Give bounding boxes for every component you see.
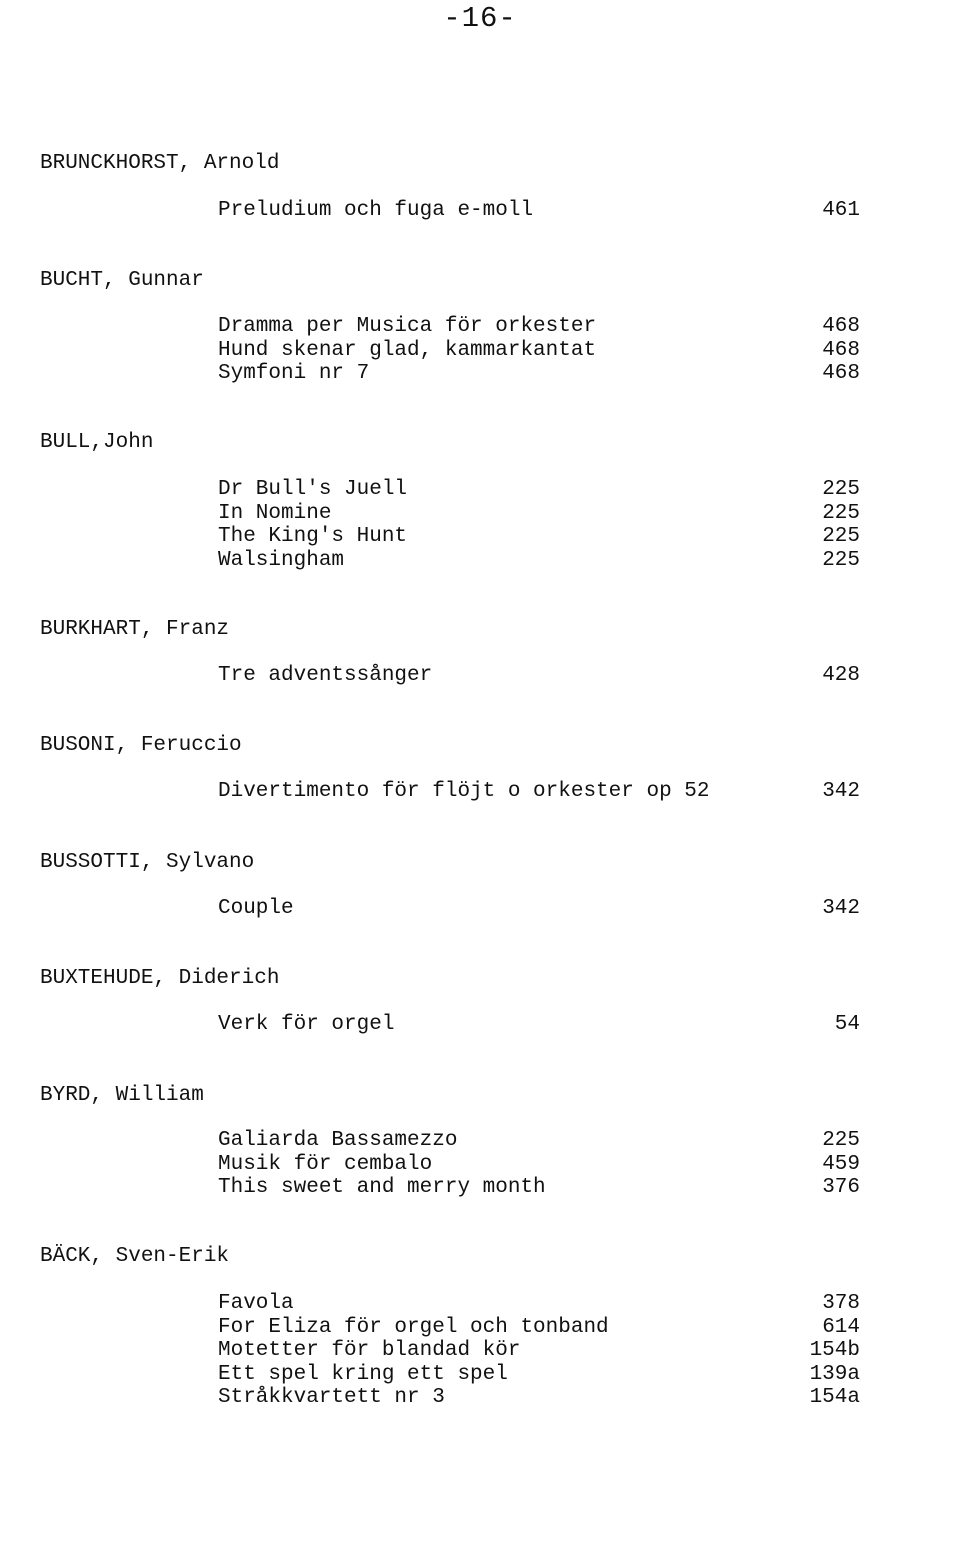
work-title: Hund skenar glad, kammarkantat	[218, 338, 597, 362]
composer-entry	[40, 851, 900, 921]
work-title: Walsingham	[218, 548, 345, 572]
work-title: Couple	[218, 897, 294, 920]
work-ref: 154b	[809, 1339, 860, 1362]
work-list	[40, 478, 900, 572]
work-list	[40, 780, 900, 804]
work-ref: 225	[822, 548, 860, 572]
work-ref: 225	[822, 1129, 860, 1152]
work-ref: 225	[822, 478, 860, 501]
work-row	[40, 780, 900, 804]
work-title: Symfoni nr 7	[218, 362, 370, 385]
composer-entry	[40, 967, 900, 1037]
composer-entry	[40, 152, 900, 223]
work-row	[40, 1013, 900, 1037]
work-title: Verk för orgel	[218, 1013, 395, 1036]
work-title: Dr Bull's Juell	[218, 478, 408, 501]
work-row	[40, 315, 900, 339]
composer-entry	[40, 431, 900, 572]
composer-entry	[40, 269, 900, 386]
work-title: Favola	[218, 1292, 294, 1315]
work-row	[40, 1153, 900, 1177]
work-row	[40, 1316, 900, 1340]
work-ref: 376	[822, 1176, 860, 1199]
work-title: Stråkkvartett nr 3	[218, 1386, 445, 1409]
work-list	[40, 1129, 900, 1200]
work-row	[40, 549, 900, 573]
work-row	[40, 1292, 900, 1316]
composer-name: BYRD, William	[40, 1084, 204, 1107]
work-list	[40, 897, 900, 921]
work-ref: 468	[822, 338, 860, 362]
composer-name: BUXTEHUDE, Diderich	[40, 967, 280, 990]
composer-entry	[40, 1245, 900, 1410]
work-row	[40, 1339, 900, 1363]
work-ref: 468	[822, 315, 860, 338]
work-title: Musik för cembalo	[218, 1152, 433, 1176]
work-ref: 468	[822, 362, 860, 385]
work-ref: 139a	[809, 1362, 860, 1386]
work-title: Preludium och fuga e-moll	[218, 199, 534, 222]
work-row	[40, 525, 900, 549]
work-title: This sweet and merry month	[218, 1176, 546, 1199]
composer-name: BULL,John	[40, 431, 154, 454]
work-title: Dramma per Musica för orkester	[218, 315, 597, 338]
work-list	[40, 1013, 900, 1037]
composer-entry	[40, 618, 900, 688]
work-ref: 428	[822, 664, 860, 687]
composer-name: BUSONI, Feruccio	[40, 734, 242, 757]
work-row	[40, 502, 900, 526]
work-ref: 461	[822, 199, 860, 222]
work-list	[40, 1292, 900, 1410]
work-title: For Eliza för orgel och tonband	[218, 1315, 609, 1339]
work-title: Ett spel kring ett spel	[218, 1362, 508, 1386]
work-title: Motetter för blandad kör	[218, 1339, 521, 1362]
work-row	[40, 199, 900, 223]
work-row	[40, 1386, 900, 1410]
work-row	[40, 339, 900, 363]
work-list	[40, 664, 900, 688]
work-title: In Nomine	[218, 501, 332, 525]
work-title: Divertimento för flöjt o orkester op 52	[218, 780, 710, 803]
work-ref: 225	[822, 525, 860, 548]
composer-entry	[40, 1084, 900, 1200]
work-row	[40, 897, 900, 921]
composer-entry	[40, 734, 900, 804]
work-title: The King's Hunt	[218, 525, 408, 548]
work-ref: 154a	[809, 1386, 860, 1409]
work-ref: 459	[822, 1152, 860, 1176]
composer-name: BURKHART, Franz	[40, 618, 230, 641]
work-ref: 342	[822, 897, 860, 920]
page-number: -16-	[443, 2, 517, 35]
work-ref: 342	[822, 780, 860, 803]
work-row	[40, 664, 900, 688]
work-title: Tre adventssånger	[218, 664, 433, 687]
work-row	[40, 478, 900, 502]
composer-name: BUSSOTTI, Sylvano	[40, 851, 255, 874]
work-title: Galiarda Bassamezzo	[218, 1129, 458, 1152]
composer-name: BRUNCKHORST, Arnold	[40, 152, 280, 175]
work-row	[40, 362, 900, 386]
work-row	[40, 1363, 900, 1387]
composer-name: BUCHT, Gunnar	[40, 269, 204, 292]
work-list	[40, 199, 900, 223]
work-row	[40, 1176, 900, 1200]
work-ref: 614	[822, 1315, 860, 1339]
composer-name: BÄCK, Sven-Erik	[40, 1245, 230, 1268]
work-ref: 225	[822, 501, 860, 525]
work-list	[40, 315, 900, 386]
work-row	[40, 1129, 900, 1153]
work-ref: 54	[834, 1013, 860, 1036]
work-ref: 378	[822, 1292, 860, 1315]
